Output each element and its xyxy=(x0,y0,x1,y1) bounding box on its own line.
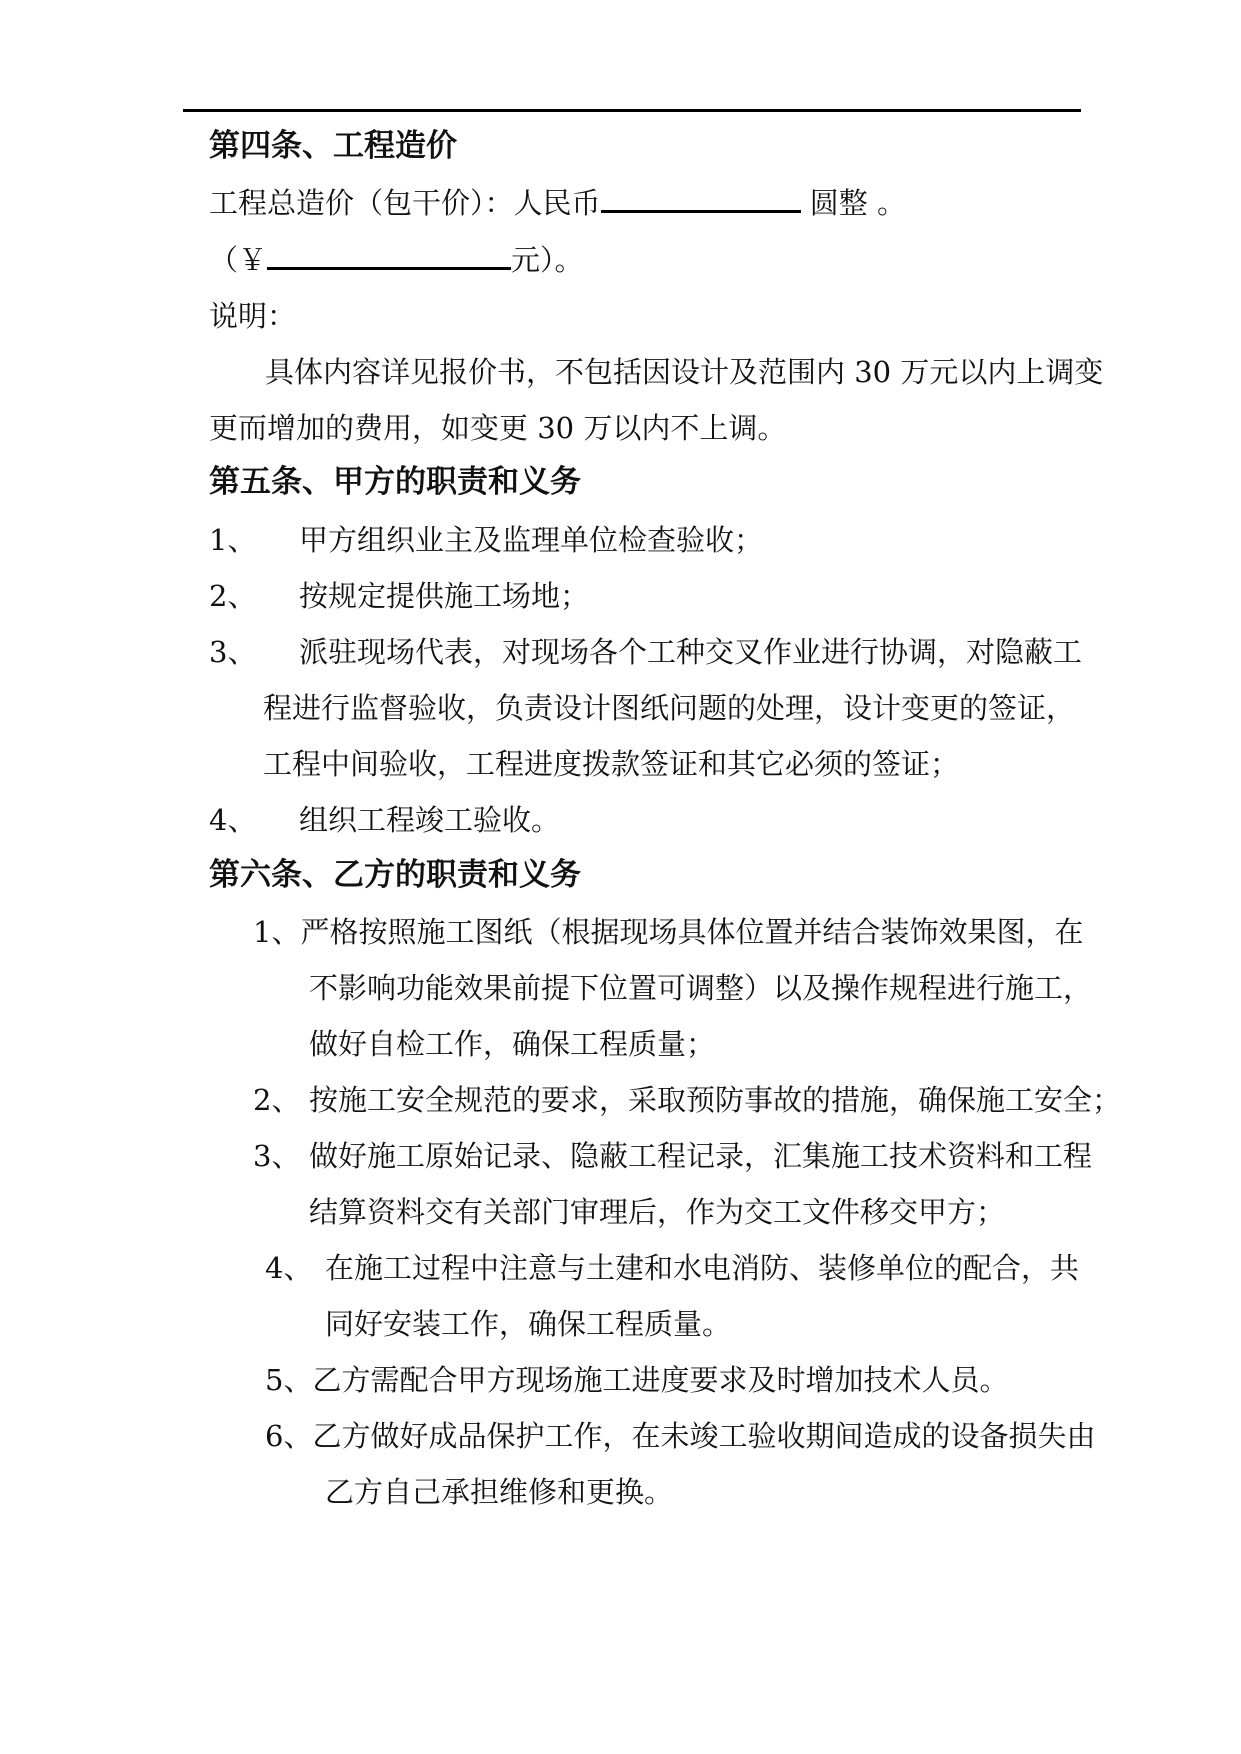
art5-item-1 xyxy=(209,520,763,560)
header-rule xyxy=(183,109,1081,112)
price-line xyxy=(209,183,906,223)
art5-item-4-num: 4、 xyxy=(209,803,257,837)
yen-line xyxy=(209,240,584,280)
art5-item-3-line-3: 工程中间验收，工程进度拨款签证和其它必须的签证； xyxy=(263,747,960,781)
art5-item-1-num: 1、 xyxy=(209,523,257,557)
art6-item-3 xyxy=(253,1136,1092,1176)
art6-item-1-line-3: 做好自检工作，确保工程质量； xyxy=(309,1027,716,1061)
note-label: 说明： xyxy=(209,299,297,333)
art6-item-3-line-2: 结算资料交有关部门审理后，作为交工文件移交甲方； xyxy=(309,1195,1006,1229)
art6-item-4-line-2: 同好安装工作，确保工程质量。 xyxy=(325,1307,732,1341)
art5-item-3 xyxy=(209,632,1082,672)
yen-blank[interactable] xyxy=(267,241,511,270)
art6-item-2-num: 2、 xyxy=(253,1083,301,1117)
art6-item-3-num: 3、 xyxy=(253,1139,301,1173)
art6-item-4-num: 4、 xyxy=(265,1251,313,1285)
art5-item-3-text: 派驻现场代表，对现场各个工种交叉作业进行协调，对隐蔽工 xyxy=(299,635,1083,669)
art6-item-5: 5、乙方需配合甲方现场施工进度要求及时增加技术人员。 xyxy=(265,1363,1009,1397)
yen-prefix: （￥ xyxy=(209,243,268,277)
article-5-heading: 第五条、甲方的职责和义务 xyxy=(209,464,581,500)
price-blank[interactable] xyxy=(601,184,801,213)
art6-item-4-line-1: 在施工过程中注意与土建和水电消防、装修单位的配合，共 xyxy=(325,1251,1080,1285)
price-suffix: 圆整 。 xyxy=(800,186,906,220)
note-line-2: 更而增加的费用，如变更 30 万以内不上调。 xyxy=(209,411,787,445)
price-prefix: 工程总造价（包干价）：人民币 xyxy=(209,186,601,220)
article-4-heading: 第四条、工程造价 xyxy=(209,128,457,164)
art6-item-2 xyxy=(253,1080,1121,1120)
art5-item-2-num: 2、 xyxy=(209,579,257,613)
art6-item-2-text: 按施工安全规范的要求，采取预防事故的措施，确保施工安全； xyxy=(309,1083,1122,1117)
art6-item-6-line-2: 乙方自己承担维修和更换。 xyxy=(325,1475,674,1509)
article-6-heading: 第六条、乙方的职责和义务 xyxy=(209,857,581,893)
art5-item-4 xyxy=(209,800,560,840)
art6-item-1-line-2: 不影响功能效果前提下位置可调整）以及操作规程进行施工， xyxy=(309,971,1093,1005)
art6-item-3-line-1: 做好施工原始记录、隐蔽工程记录，汇集施工技术资料和工程 xyxy=(309,1139,1093,1173)
art5-item-4-text: 组织工程竣工验收。 xyxy=(299,803,561,837)
art5-item-1-text: 甲方组织业主及监理单位检查验收； xyxy=(299,523,764,557)
art5-item-2 xyxy=(209,576,589,616)
art6-item-1-line-1: 1、严格按照施工图纸（根据现场具体位置并结合装饰效果图，在 xyxy=(253,915,1084,949)
art6-item-4 xyxy=(265,1248,1079,1288)
note-line-1: 具体内容详见报价书，不包括因设计及范围内 30 万元以内上调变 xyxy=(265,355,1104,389)
yen-suffix: 元）。 xyxy=(511,243,584,277)
art6-item-6-line-1: 6、乙方做好成品保护工作，在未竣工验收期间造成的设备损失由 xyxy=(265,1419,1096,1453)
art5-item-3-num: 3、 xyxy=(209,635,257,669)
art5-item-2-text: 按规定提供施工场地； xyxy=(299,579,590,613)
art5-item-3-line-2: 程进行监督验收，负责设计图纸问题的处理，设计变更的签证， xyxy=(263,691,1076,725)
